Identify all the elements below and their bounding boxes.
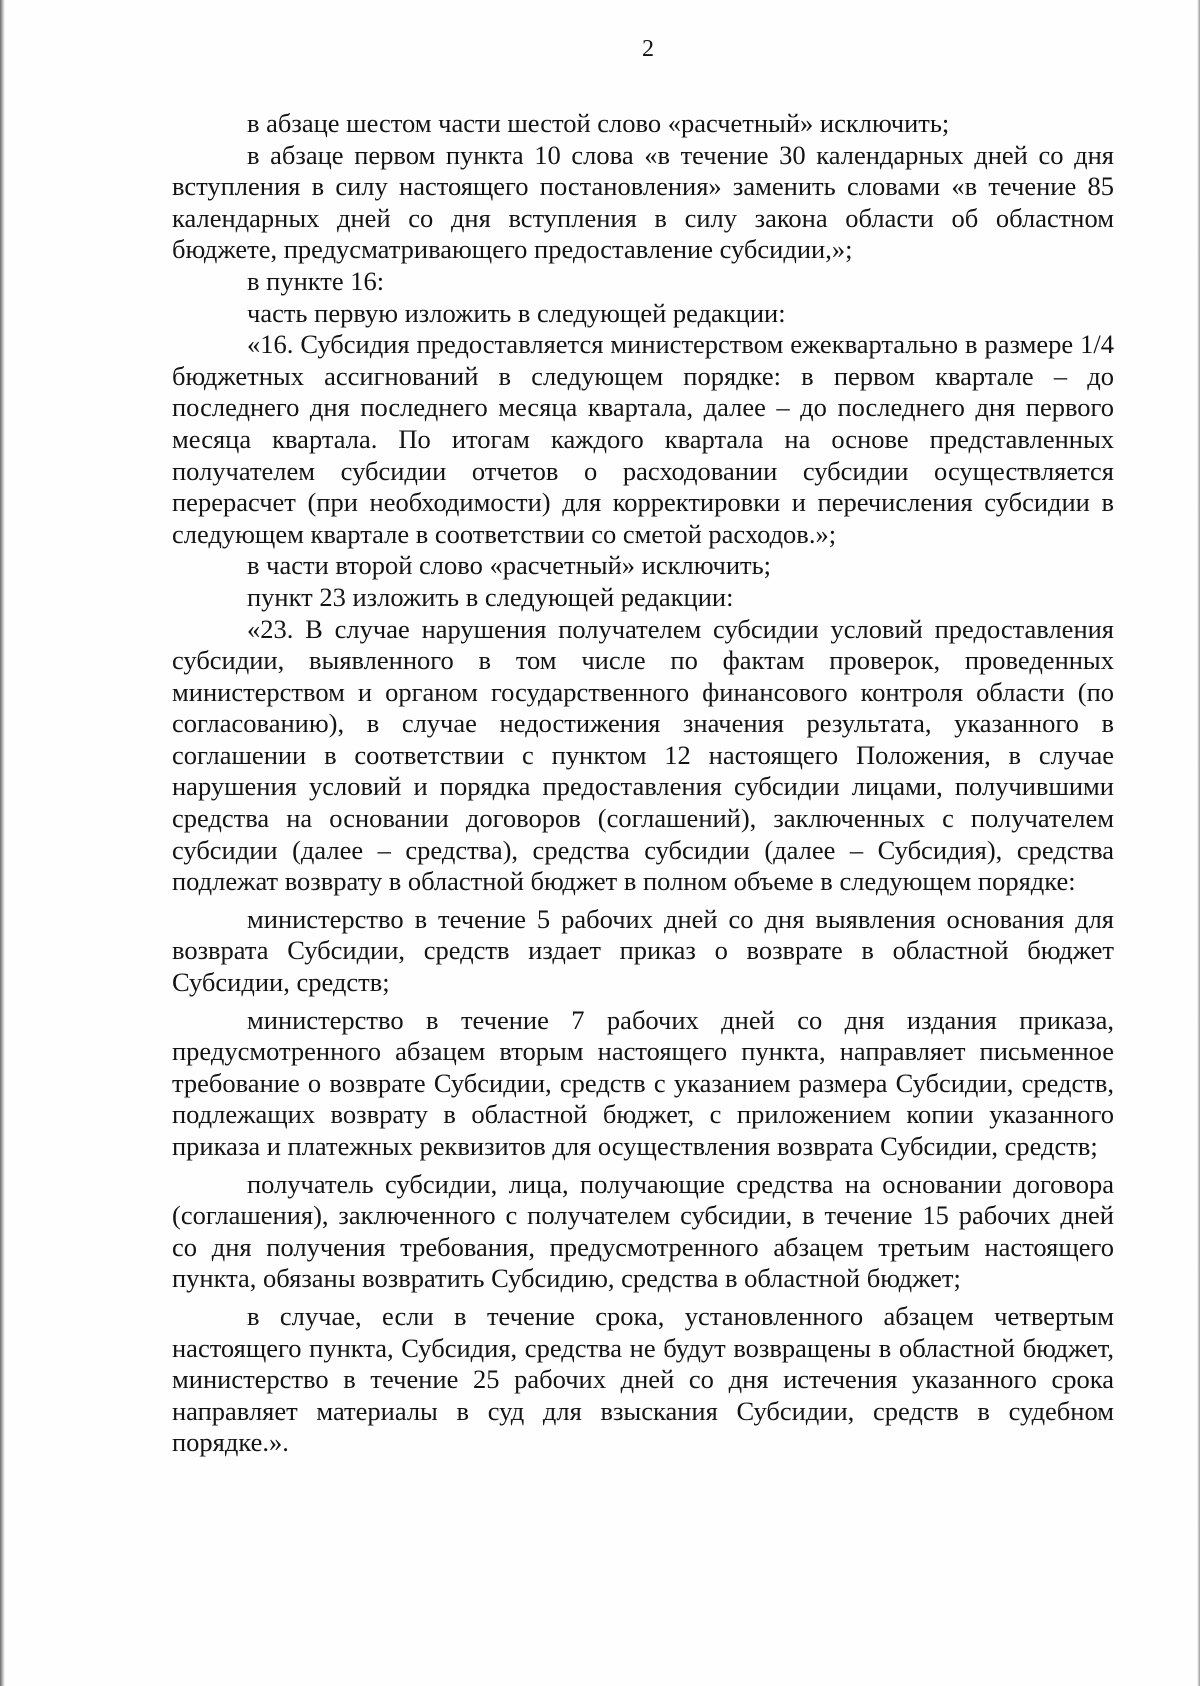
paragraph-12: в случае, если в течение срока, установленного абзацем четвертым настоящего пункта, Субсидия, средства не будут возвращены в областной бюджет, министерство в течение 25 рабочих дней со дня истечения указанного срока направляет материалы в суд для взыскания Субсидии, средств в судебном порядке.». bbox=[172, 1300, 1114, 1458]
paragraph-10: министерство в течение 7 рабочих дней со дня издания приказа, предусмотренного абзацем вторым настоящего пункта, направляет письменное требование о возврате Субсидии, средств с указанием размера Субсидии, средств, подлежащих возврату в областной бюджет, с приложением копии указанного приказа и платежных реквизитов для осуществления возврата Субсидии, средств; bbox=[172, 1004, 1114, 1161]
document-body bbox=[172, 108, 1114, 1459]
paragraph-5: «16. Субсидия предоставляется министерством ежеквартально в размере 1/4 бюджетных ассигнований в следующем порядке: в первом квартале – до последнего дня последнего месяца квартала, далее – до последнего дня первого месяца квартала. По итогам каждого квартала на основе представленных получателем субсидии отчетов о расходовании субсидии осуществляется перерасчет (при необходимости) для корректировки и перечисления субсидии в следующем квартале в соответствии со сметой расходов.»; bbox=[172, 329, 1114, 549]
paragraph-7: пункт 23 изложить в следующей редакции: bbox=[247, 581, 734, 612]
paragraph-4: часть первую изложить в следующей редакции: bbox=[247, 297, 786, 328]
paragraph-8: «23. В случае нарушения получателем субсидии условий предоставления субсидии, выявленного в том числе по фактам проверок, проведенных министерством и органом государственного финансового контроля области (по согласованию), в случае недостижения значения результата, указанного в соглашении в соответствии с пунктом 12 настоящего Положения, в случае нарушения условий и порядка предоставления субсидии лицами, получившими средства на основании договоров (соглашений), заключенных с получателем субсидии (далее – средства), средства субсидии (далее – Субсидия), средства подлежат возврату в областной бюджет в полном объеме в следующем порядке: bbox=[172, 613, 1114, 897]
paragraph-9: министерство в течение 5 рабочих дней со дня выявления основания для возврата Субсидии, средств издает приказ о возврате в областной бюджет Субсидии, средств; bbox=[172, 903, 1114, 998]
page-number: 2 bbox=[642, 36, 654, 62]
paragraph-1: в абзаце шестом части шестой слово «расчетный» исключить; bbox=[247, 108, 950, 138]
scan-edge-left bbox=[0, 0, 5, 1686]
paragraph-11: получатель субсидии, лица, получающие средства на основании договора (соглашения), заключенного с получателем субсидии, в течение 15 рабочих дней со дня получения требования, предусмотренного абзацем третьим настоящего пункта, обязаны возвратить Субсидию, средства в областной бюджет; bbox=[172, 1168, 1114, 1294]
paragraph-2: в абзаце первом пункта 10 слова «в течение 30 календарных дней со дня вступления в силу настоящего постановления» заменить словами «в течение 85 календарных дней со дня вступления в силу закона области об областном бюджете, предусматривающего предоставление субсидии,»; bbox=[172, 139, 1114, 265]
paragraph-6: в части второй слово «расчетный» исключить; bbox=[247, 550, 772, 581]
paragraph-3: в пункте 16: bbox=[247, 265, 385, 296]
